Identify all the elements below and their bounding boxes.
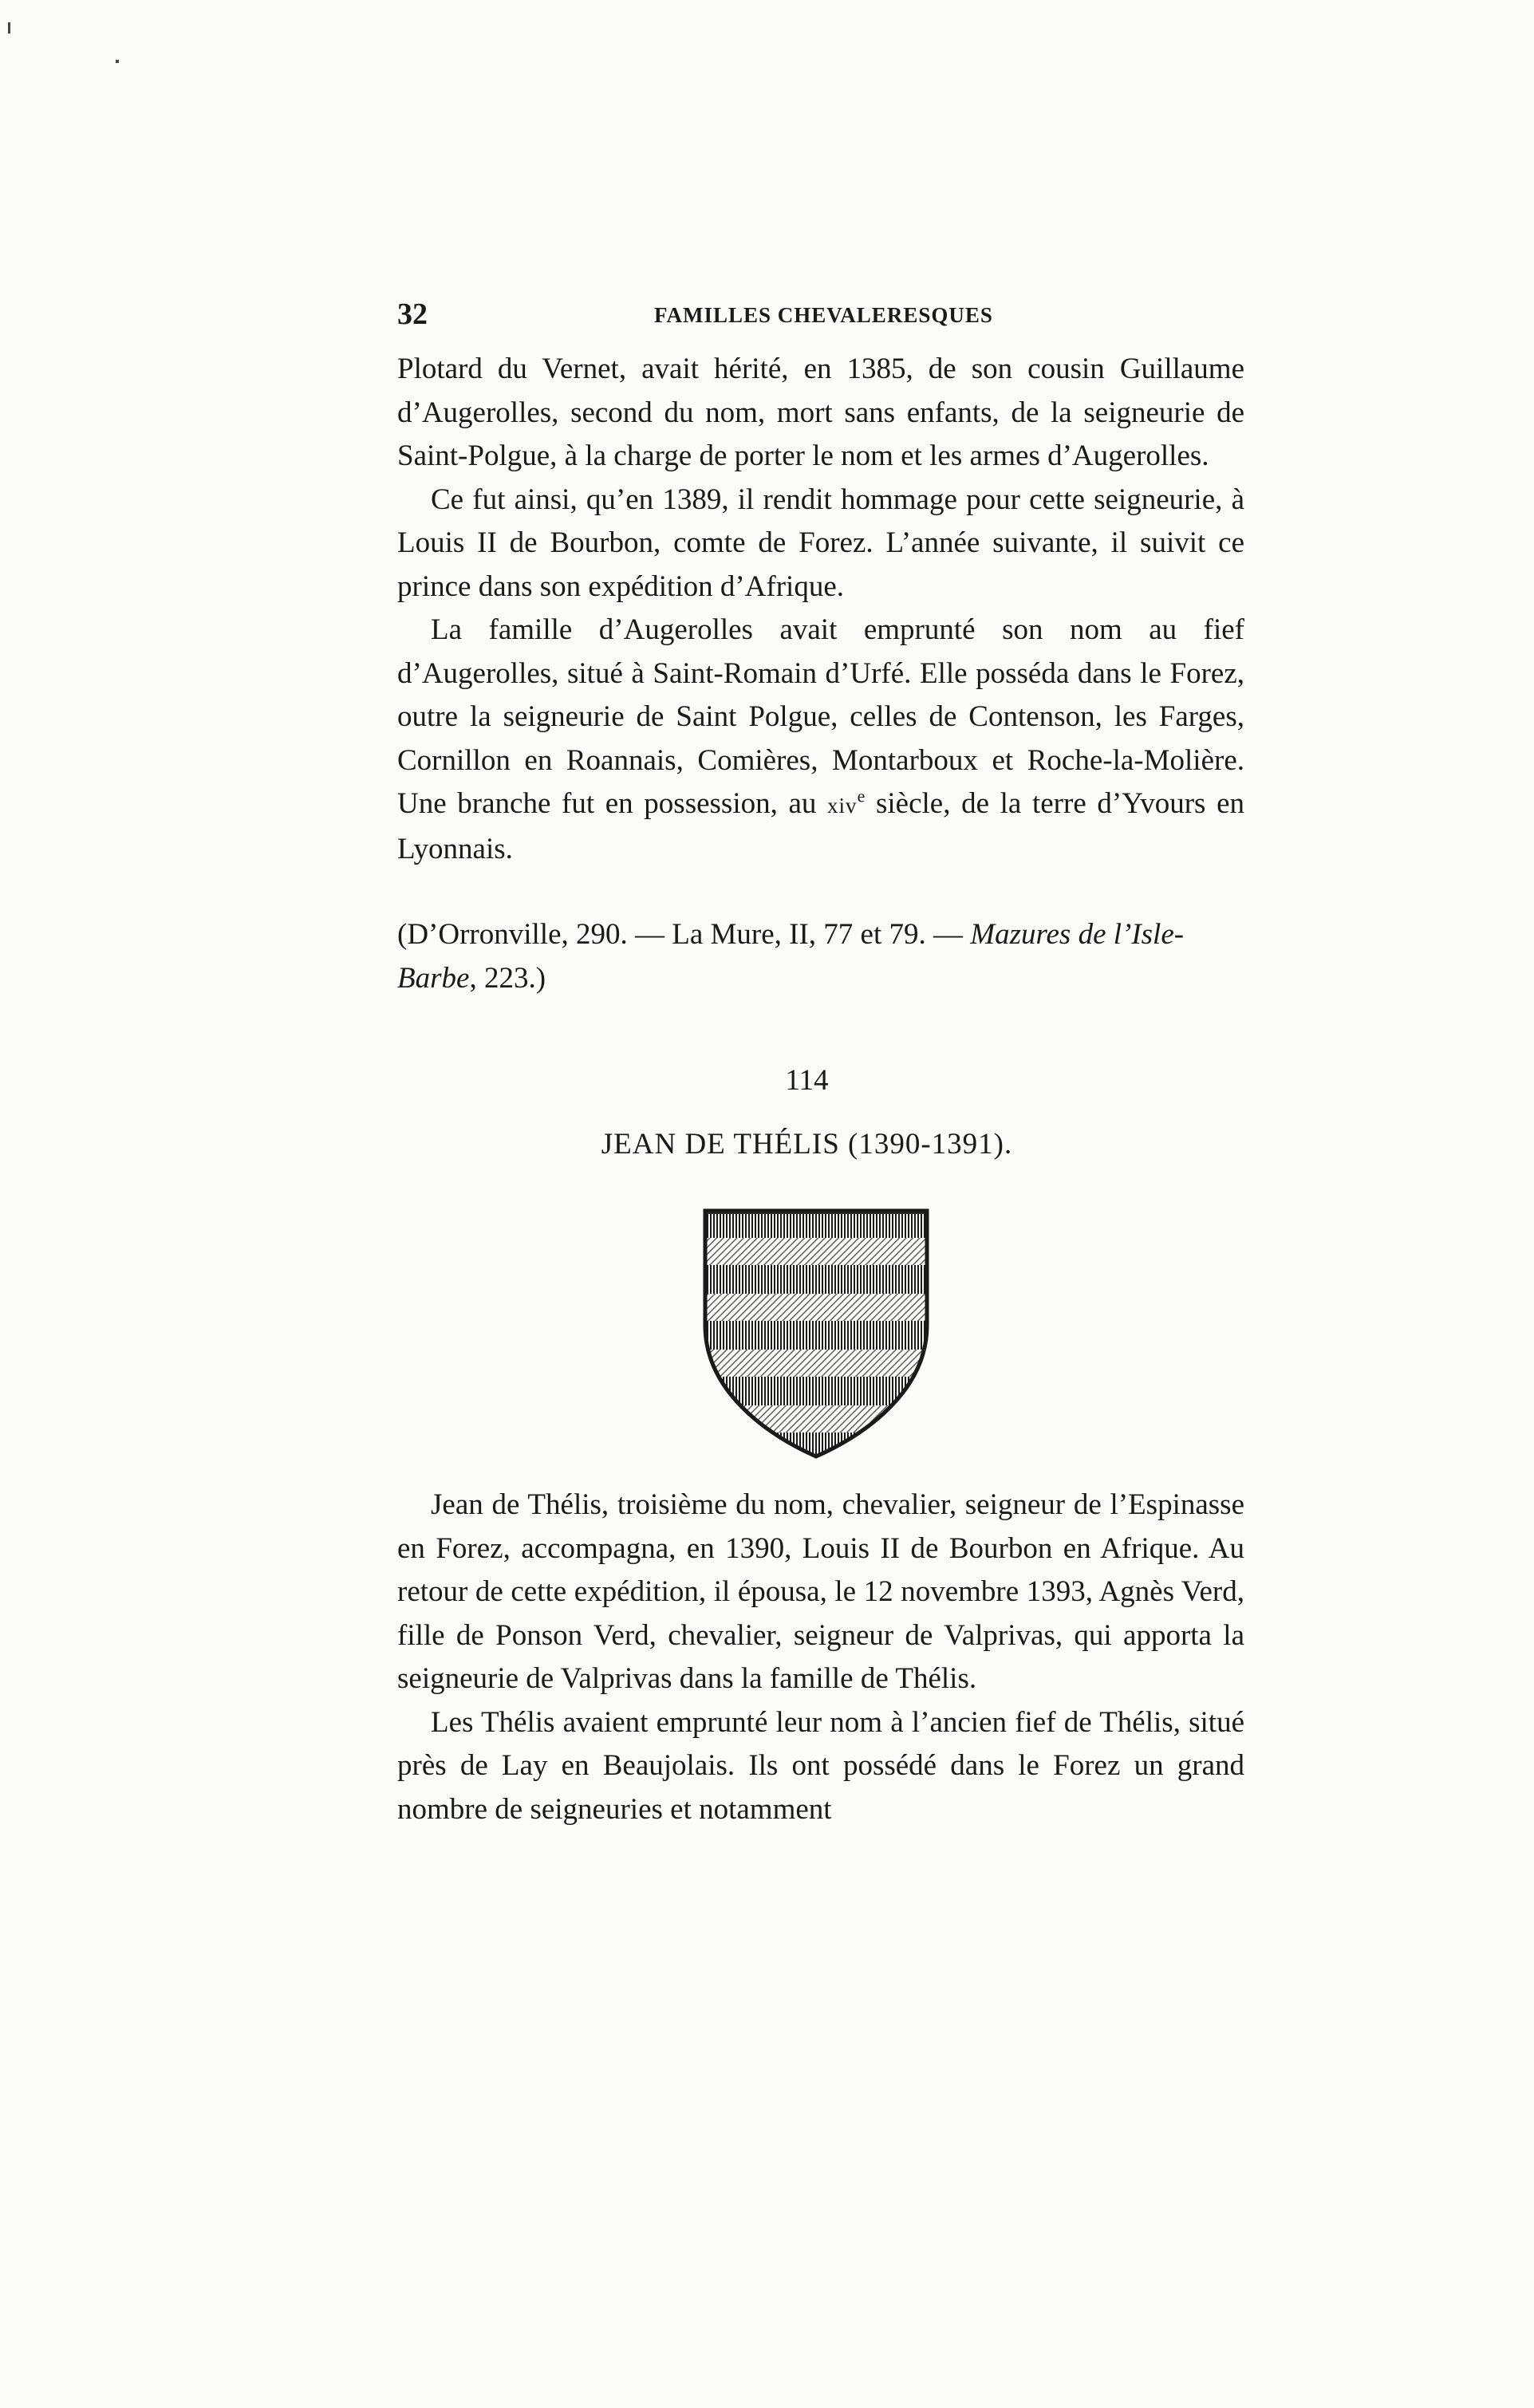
paragraph: Jean de Thélis, troisième du nom, chevalier, seigneur de l’Espinasse en Forez, accompagna, en 1390, Louis II de Bourbon en Afrique. Au retour de cette expédition, il épousa, le 12 novembre 1393, Agnès Verd, fille de Ponson Verd, chevalier, seigneur de Valprivas, qui apporta la seigneurie de Valprivas dans la famille de Thélis. [397,1488,1244,1695]
running-header [397,297,1243,337]
paragraph-text: La famille d’Augerolles avait emprunté son nom au fief d’Augerolles, situé à Saint-Romain d’Urfé. Elle posséda dans le Forez, outre la seigneurie de Saint Polgue, celles de Contenson, les Farges, Cornillon en Roannais, Comières, Montarboux et Roche-la-Molière. Une branche fut en possession, au [397,613,1244,820]
running-head-title: FAMILLES CHEVALERESQUES [654,303,993,327]
reference-end: , 223.) [469,961,546,995]
century-numeral: xiv [827,794,858,818]
paragraph-continuation: Plotard du Vernet, avait hérité, en 1385, de son cousin Guillaume d’Augerolles, second du nom, mort sans enfants, de la seigneurie de Saint-Polgue, à la charge de porter le nom et les armes d’Augerolles. [397,353,1244,472]
intro-text [397,348,1244,871]
paragraph [397,609,1244,871]
reference-line [397,913,1244,1000]
paragraph: Ce fut ainsi, qu’en 1389, il rendit hommage pour cette seigneurie, à Louis II de Bourbon, comte de Forez. L’année suivante, il suivit ce prince dans son expédition d’Afrique. [397,483,1244,603]
century-superscript: e [857,786,866,806]
entry-title: JEAN DE THÉLIS (1390-1391). [601,1128,1013,1161]
reference-text: (D’Orronville, 290. — La Mure, II, 77 et 79. — [397,918,971,951]
heraldic-shield-icon [700,1206,932,1461]
entry-text [397,1484,1244,1831]
paragraph: Les Thélis avaient emprunté leur nom à l’ancien fief de Thélis, situé près de Lay en Beaujolais. Ils ont possédé dans le Forez un grand nombre de seigneuries et notamment [397,1705,1244,1826]
references [397,913,1244,1000]
page-number: 32 [397,298,428,331]
paragraph-text: siècle, de la terre d’Yvours en Lyonnais. [397,787,1244,865]
entry-number: 114 [785,1064,829,1097]
reference-title-italic: Mazures de l’Isle-Barbe [397,918,1185,995]
